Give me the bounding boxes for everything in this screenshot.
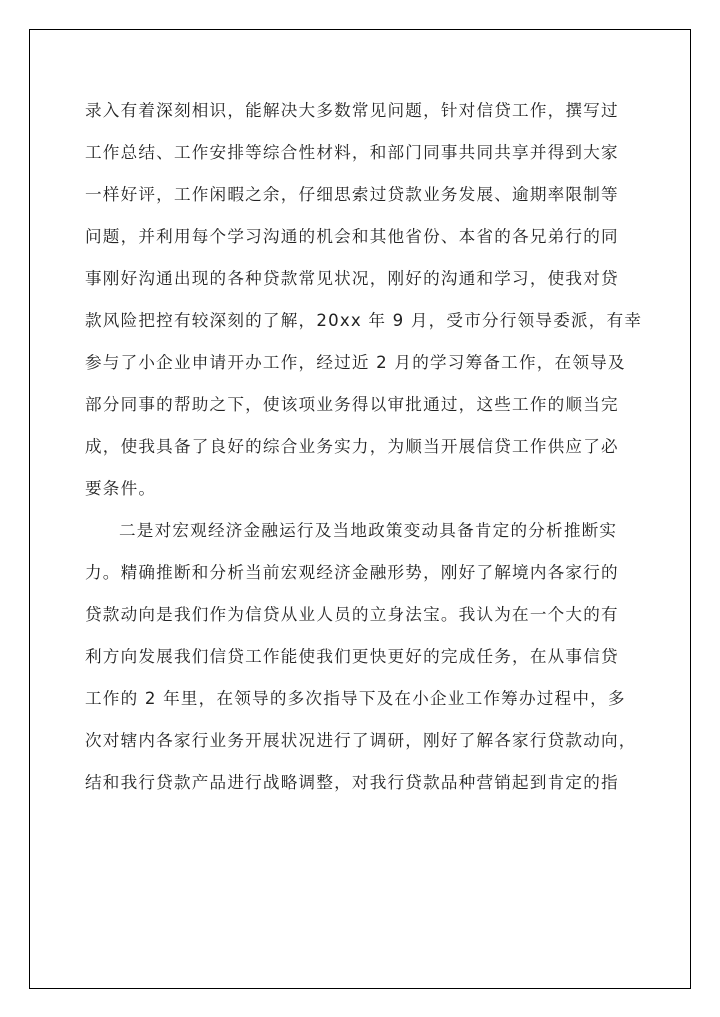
text-line-2: 工作总结、工作安排等综合性材料，和部门同事共同共享并得到大家	[85, 143, 619, 162]
text-line-3: 一样好评，工作闲暇之余，仔细思索过贷款业务发展、逾期率限制等	[85, 185, 619, 204]
text-line-8: 部分同事的帮助之下，使该项业务得以审批通过，这些工作的顺当完	[85, 395, 619, 414]
text-line-14: 利方向发展我们信贷工作能使我们更快更好的完成任务，在从事信贷	[85, 647, 619, 666]
text-line-10: 要条件。	[85, 479, 157, 498]
text-line-7: 参与了小企业申请开办工作，经过近 2 月的学习筹备工作，在领导及	[85, 353, 626, 372]
text-line-5: 事刚好沟通出现的各种贷款常见状况，刚好的沟通和学习，使我对贷	[85, 269, 619, 288]
text-line-16: 次对辖内各家行业务开展状况进行了调研，刚好了解各家行贷款动向，	[85, 731, 637, 750]
text-line-1: 录入有着深刻相识，能解决大多数常见问题，针对信贷工作，撰写过	[85, 101, 619, 120]
text-line-4: 问题，并利用每个学习沟通的机会和其他省份、本省的各兄弟行的同	[85, 227, 619, 246]
document-body	[85, 96, 643, 810]
paragraph-2-first-line: 二是对宏观经济金融运行及当地政策变动具备肯定的分析推断实	[119, 521, 618, 540]
text-line-13: 贷款动向是我们作为信贷从业人员的立身法宝。我认为在一个大的有	[85, 605, 619, 624]
text-line-6: 款风险把控有较深刻的了解，20xx 年 9 月，受市分行领导委派，有幸	[85, 311, 643, 330]
text-line-12: 力。精确推断和分析当前宏观经济金融形势，刚好了解境内各家行的	[85, 563, 619, 582]
text-line-17: 结和我行贷款产品进行战略调整，对我行贷款品种营销起到肯定的指	[85, 773, 619, 792]
text-line-9: 成，使我具备了良好的综合业务实力，为顺当开展信贷工作供应了必	[85, 437, 619, 456]
text-line-15: 工作的 2 年里，在领导的多次指导下及在小企业工作筹办过程中，多	[85, 689, 626, 708]
